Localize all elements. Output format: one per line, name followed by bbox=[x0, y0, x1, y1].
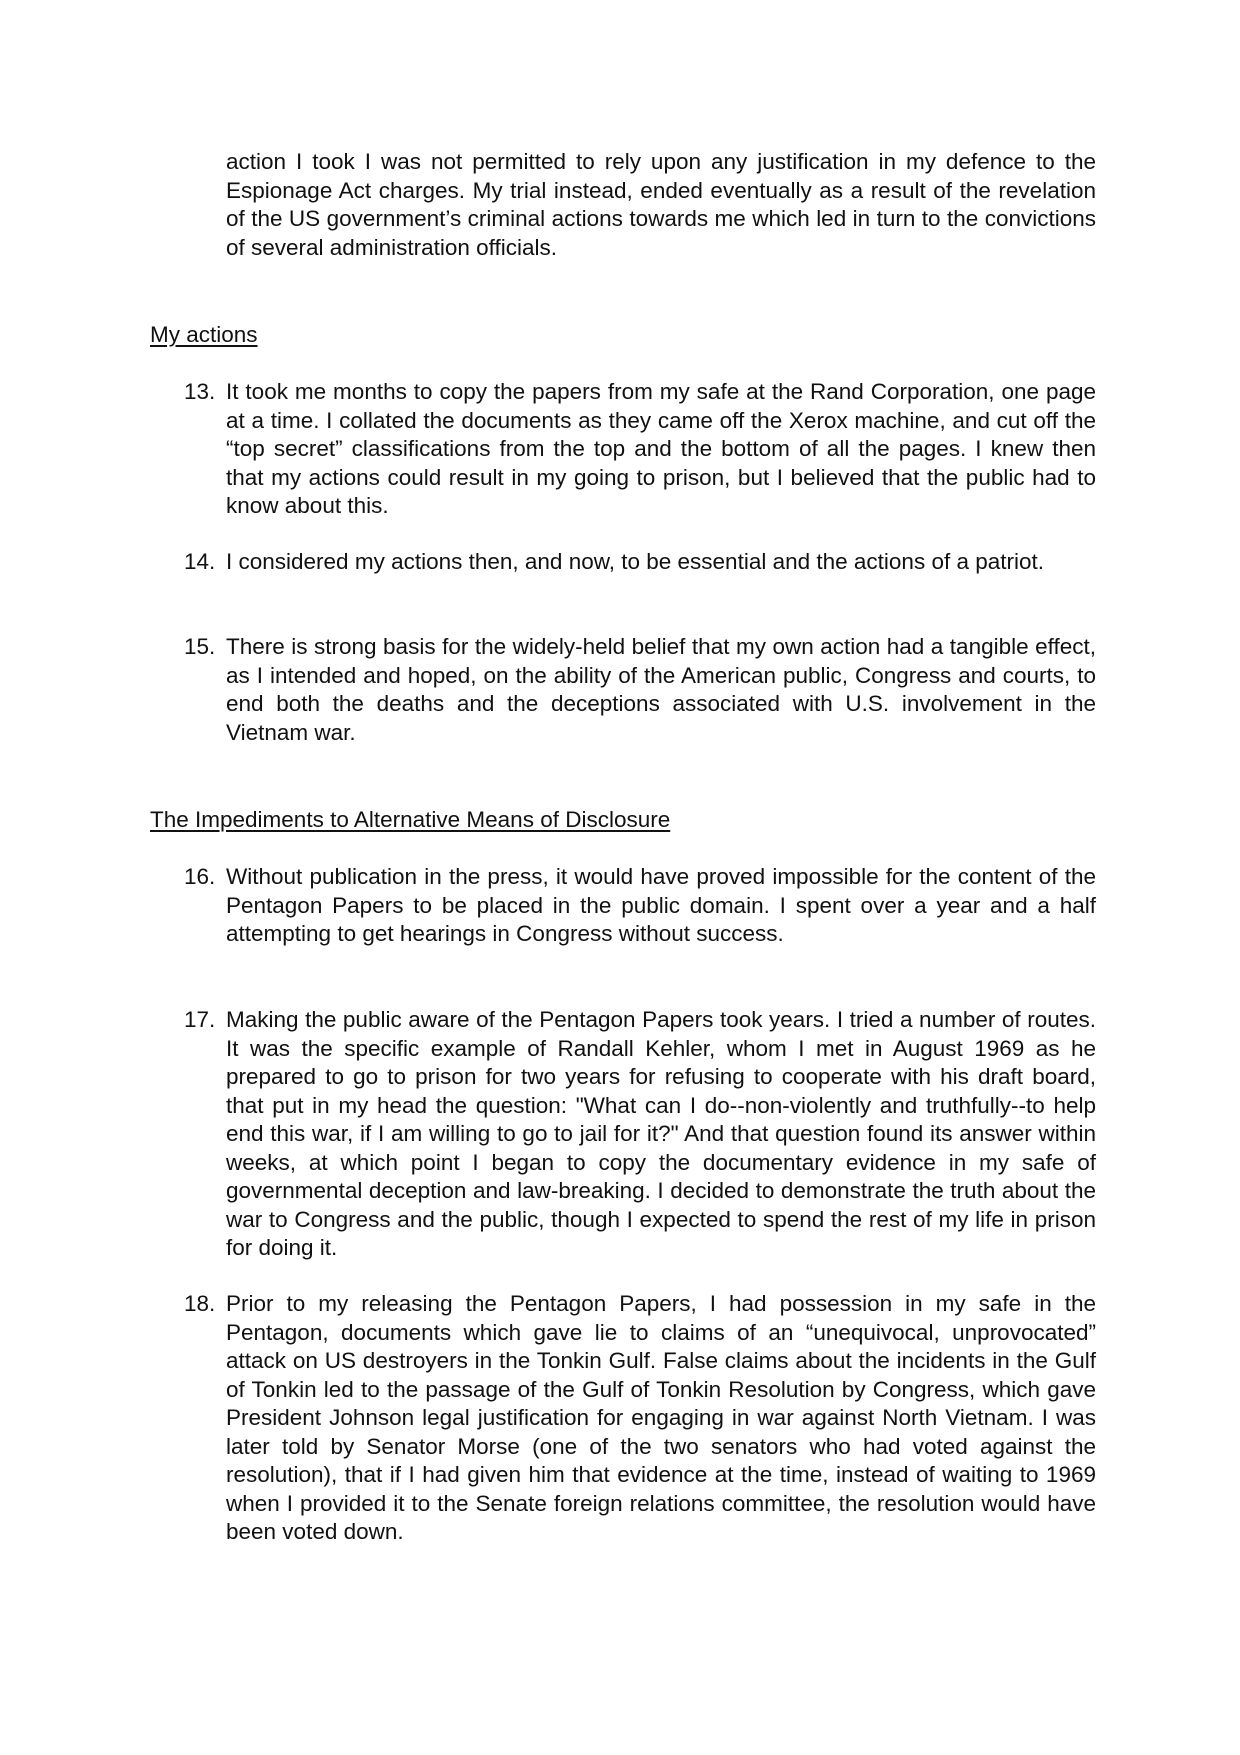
section-heading-impediments: The Impediments to Alternative Means of Disclosure bbox=[150, 807, 671, 832]
item-text: I considered my actions then, and now, to be essential and the actions of a patriot. bbox=[226, 549, 1045, 574]
item-number: 16. bbox=[184, 864, 216, 889]
item-number: 17. bbox=[184, 1007, 216, 1032]
item-number: 18. bbox=[184, 1291, 216, 1316]
list-item bbox=[184, 548, 1096, 577]
item-text: It took me months to copy the papers from my safe at the Rand Corporation, one page at a time. I collated the documents as they came off the Xerox machine, and cut off the “top secret” classifications from the top and the bottom of all the pages. I knew then that my actions could result in my going to prison, but I believed that the public had to know about this. bbox=[226, 379, 1096, 518]
list-item bbox=[184, 1290, 1096, 1547]
item-text: Making the public aware of the Pentagon Papers took years. I tried a number of routes. It was the specific example of Randall Kehler, whom I met in August 1969 as he prepared to go to prison for two years for refusing to cooperate with his draft board, that put in my head the question: "What can I do--non-violently and truthfully--to help end this war, if I am willing to go to jail for it?" And that question found its answer within weeks, at which point I began to copy the documentary evidence in my safe of governmental deception and law-breaking. I decided to demonstrate the truth about the war to Congress and the public, though I expected to spend the rest of my life in prison for doing it. bbox=[226, 1007, 1096, 1260]
item-number: 13. bbox=[184, 379, 216, 404]
list-item bbox=[184, 1006, 1096, 1263]
item-number: 15. bbox=[184, 634, 216, 659]
item-text: Without publication in the press, it would have proved impossible for the content of the Pentagon Papers to be placed in the public domain. I spent over a year and a half attempting to get hearings in Congress without success. bbox=[226, 864, 1096, 946]
item-text: Prior to my releasing the Pentagon Papers, I had possession in my safe in the Pentagon, documents which gave lie to claims of an “unequivocal, unprovocated” attack on US destroyers in the Tonkin Gulf. False claims about the incidents in the Gulf of Tonkin led to the passage of the Gulf of Tonkin Resolution by Congress, which gave President Johnson legal justification for engaging in war against North Vietnam. I was later told by Senator Morse (one of the two senators who had voted against the resolution), that if I had given him that evidence at the time, instead of waiting to 1969 when I provided it to the Senate foreign relations committee, the resolution would have been voted down. bbox=[226, 1291, 1096, 1544]
list-item bbox=[184, 863, 1096, 949]
list-item bbox=[184, 378, 1096, 521]
section-heading-my-actions: My actions bbox=[150, 322, 258, 347]
list-item bbox=[184, 633, 1096, 747]
item-number: 14. bbox=[184, 549, 216, 574]
item-text: There is strong basis for the widely-held belief that my own action had a tangible effect, as I intended and hoped, on the ability of the American public, Congress and courts, to end both the deaths and the deceptions associated with U.S. involvement in the Vietnam war. bbox=[226, 634, 1096, 745]
continuation-paragraph: action I took I was not permitted to rely upon any justification in my defence to the Espionage Act charges. My trial instead, ended eventually as a result of the revelation of the US government’s criminal actions towards me which led in turn to the convictions of several administration officials. bbox=[226, 149, 1096, 260]
